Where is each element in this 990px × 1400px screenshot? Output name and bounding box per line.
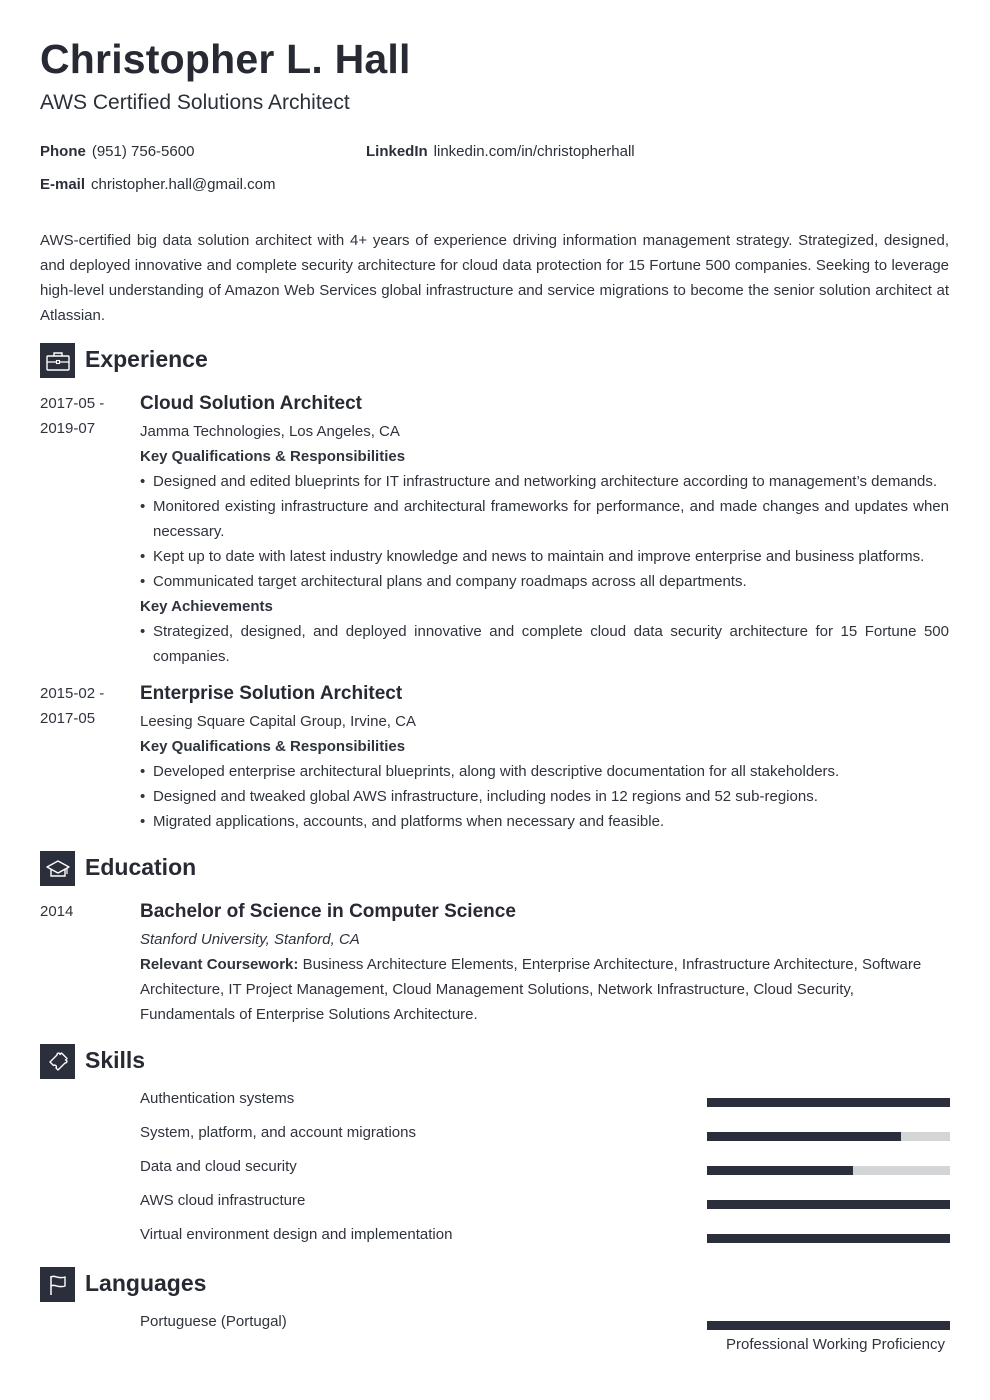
job-1-resp-item: • Designed and edited blueprints for IT infrastructure and networking architecture according to management’s demands. [140,469,949,494]
skill-row [140,1124,950,1149]
job-2-title: Enterprise Solution Architect [140,683,403,704]
skill-level-bar [707,1132,950,1141]
coursework-label: Relevant Coursework: [140,956,299,973]
job-2-resp-heading: Key Qualifications & Responsibilities [140,738,406,755]
job-2-resp-item: • Developed enterprise architectural blueprints, along with descriptive documentation for all stakeholders. [140,759,949,784]
education-year: 2014 [40,903,74,920]
email-link[interactable]: christopher.hall@gmail.com [91,176,276,193]
education-entry [140,900,949,1027]
job-2-resp-item: • Migrated applications, accounts, and platforms when necessary and feasible. [140,809,949,834]
language-name: Portuguese (Portugal) [140,1313,287,1330]
phone-label: Phone [40,143,86,160]
job-1-date-end: 2019-07 [40,420,96,437]
skill-name: AWS cloud infrastructure [140,1192,306,1209]
job-2-date-end: 2017-05 [40,710,96,727]
phone-value[interactable]: (951) 756-5600 [91,143,195,160]
skill-level-fill [707,1132,901,1141]
skill-name: Data and cloud security [140,1158,297,1175]
skill-name: Authentication systems [140,1090,295,1107]
skills-title: Skills [85,1047,146,1073]
briefcase-icon [40,343,75,378]
job-1-resp-item: • Kept up to date with latest industry knowledge and news to maintain and improve enterprise and business platforms. [140,544,949,569]
skill-name: System, platform, and account migrations [140,1124,416,1141]
job-1 [140,392,949,669]
skill-level-fill [707,1098,950,1107]
education-school: Stanford University, Stanford, CA [140,931,360,948]
summary-paragraph: AWS-certified big data solution architect with 4+ years of experience driving information management strategy. Strategized, designed, and deployed innovative and complete security architecture for cloud data protection for 15 Fortune 500 companies. Seeking to leverage high-level understanding of Amazon Web Services global infrastructure and service migrations to become the senior solution architect at Atlassian. [40,232,949,324]
flag-icon [40,1267,75,1302]
linkedin-label: LinkedIn [366,143,428,160]
skill-level-bar [707,1234,950,1243]
email-label: E-mail [40,176,86,193]
skill-level-fill [707,1234,950,1243]
contact-linkedin [366,143,635,160]
language-row [140,1313,950,1358]
graduation-cap-icon [40,851,75,886]
experience-title: Experience [85,346,208,372]
language-level-bar [707,1321,950,1330]
language-proficiency: Professional Working Proficiency [726,1336,945,1353]
candidate-headline: AWS Certified Solutions Architect [40,91,350,114]
job-2-dates [40,681,130,731]
job-1-resp-heading: Key Qualifications & Responsibilities [140,448,406,465]
job-1-ach-item: • Strategized, designed, and deployed innovative and complete cloud data security architecture for 15 Fortune 500 companies. [140,619,949,669]
contact-phone [40,143,194,160]
skill-row [140,1192,950,1217]
skill-level-bar [707,1200,950,1209]
job-2-company: Leesing Square Capital Group, Irvine, CA [140,713,416,730]
job-1-date-start: 2017-05 - [40,395,105,412]
education-title: Education [85,854,197,880]
puzzle-icon [40,1044,75,1079]
skill-row [140,1090,950,1115]
skill-level-fill [707,1166,853,1175]
language-level-fill [707,1321,950,1330]
linkedin-link[interactable]: linkedin.com/in/christopherhall [433,143,635,160]
education-degree: Bachelor of Science in Computer Science [140,901,516,922]
skill-name: Virtual environment design and implementation [140,1226,453,1243]
job-2 [140,682,949,834]
skill-level-bar [707,1098,950,1107]
job-1-resp-item: • Communicated target architectural plans and company roadmaps across all departments. [140,569,949,594]
contact-email [40,176,275,193]
skill-level-fill [707,1200,950,1209]
job-1-resp-item: • Monitored existing infrastructure and architectural frameworks for performance, and made changes and updates when necessary. [140,494,949,544]
languages-title: Languages [85,1270,207,1296]
skill-row [140,1158,950,1183]
education-coursework [140,952,949,1027]
skill-row [140,1226,950,1251]
candidate-name: Christopher L. Hall [40,36,411,82]
job-1-ach-heading: Key Achievements [140,598,273,615]
job-2-resp-item: • Designed and tweaked global AWS infrastructure, including nodes in 12 regions and 52 sub-regions. [140,784,949,809]
job-1-company: Jamma Technologies, Los Angeles, CA [140,423,400,440]
skill-level-bar [707,1166,950,1175]
coursework-list: Business Architecture Elements, Enterprise Architecture, Infrastructure Architecture, Software Architecture, IT Project Management, Cloud Management Solutions, Network Infrastructure, Cloud Security, Fundamentals of Enterprise Solutions Architecture. [140,956,922,1023]
job-2-date-start: 2015-02 - [40,685,105,702]
job-1-dates [40,391,130,441]
job-1-title: Cloud Solution Architect [140,393,363,414]
